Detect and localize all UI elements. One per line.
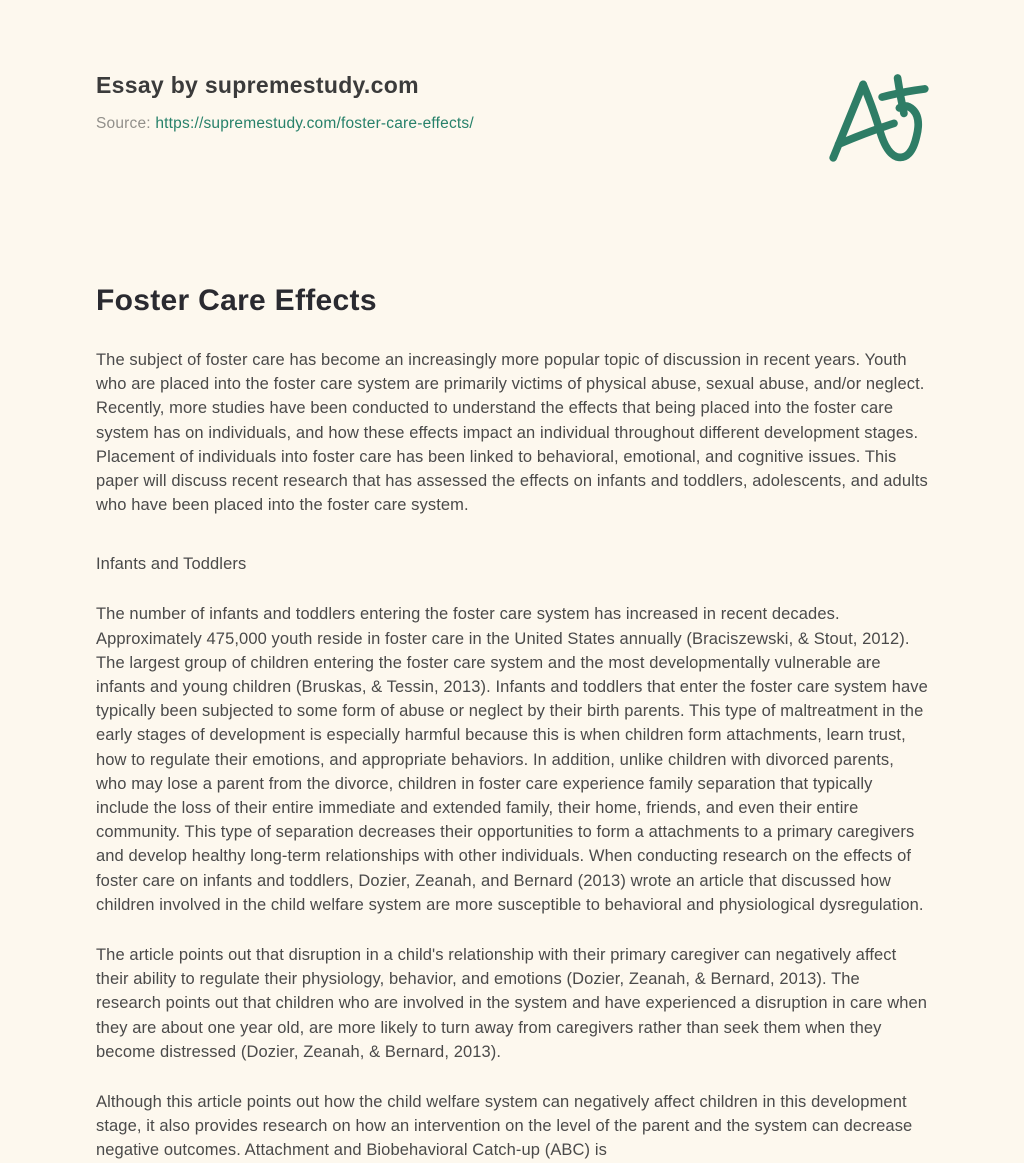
site-title: Essay by supremestudy.com bbox=[96, 72, 419, 98]
section-heading-infants-and-toddlers: Infants and Toddlers bbox=[96, 555, 247, 574]
essay-paragraph-intro: The subject of foster care has become an increasingly more popular topic of discussion in recent years. Youth who are placed into the foster care system are primarily victims of physical abuse, sexual abuse, and/or neglect. Recently, more studies have been conducted to understand the effects that being placed into the foster care system has on individuals, and how these effects impact an individual throughout different development stages. Placement of individuals into foster care has been linked to behavioral, emotional, and cognitive issues. This paper will discuss recent research that has assessed the effects on infants and toddlers, adolescents, and adults who have been placed into the foster care system. bbox=[96, 351, 928, 515]
essay-paragraph-intervention: Although this article points out how the child welfare system can negatively affect children in this development stage, it also provides research on how an intervention on the level of the parent and the system can decrease negative outcomes. Attachment and Biobehavioral Catch-up (ABC) is bbox=[96, 1093, 913, 1160]
source-label: Source: bbox=[96, 115, 151, 132]
source-link[interactable]: https://supremestudy.com/foster-care-effects/ bbox=[155, 115, 474, 132]
essay-article bbox=[96, 284, 928, 1163]
essay-title: Foster Care Effects bbox=[96, 284, 377, 317]
essay-paragraph-infants-overview: The number of infants and toddlers entering the foster care system has increased in recent decades. Approximately 475,000 youth reside in foster care in the United States annually (Braciszewski, & Stout, 2012). The largest group of children entering the foster care system and the most developmentally vulnerable are infants and young children (Bruskas, & Tessin, 2013). Infants and toddlers that enter the foster care system have typically been subjected to some form of abuse or neglect by their birth parents. This type of maltreatment in the early stages of development is especially harmful because this is when children form attachments, learn trust, how to regulate their emotions, and appropriate behaviors. In addition, unlike children with divorced parents, who may lose a parent from the divorce, children in foster care experience family separation that typically include the loss of their entire immediate and extended family, their home, friends, and even their entire community. This type of separation decreases their opportunities to form a attachments to a primary caregivers and develop healthy long-term relationships with other individuals. When conducting research on the effects of foster care on infants and toddlers, Dozier, Zeanah, and Bernard (2013) wrote an article that discussed how children involved in the child welfare system are more susceptible to behavioral and physiological dysregulation. bbox=[96, 605, 928, 914]
a-plus-logo-icon bbox=[806, 62, 942, 182]
source-line bbox=[96, 115, 474, 133]
page-header bbox=[96, 72, 928, 182]
essay-paragraph-caregiver-disruption: The article points out that disruption in a child's relationship with their primary caregiver can negatively affect their ability to regulate their physiology, behavior, and emotions (Dozier, Zeanah, & Bernard, 2013). The research points out that children who are involved in the system and have experienced a disruption in care when they are about one year old, are more likely to turn away from caregivers rather than seek them when they become distressed (Dozier, Zeanah, & Bernard, 2013). bbox=[96, 946, 928, 1061]
header-text bbox=[96, 72, 474, 133]
